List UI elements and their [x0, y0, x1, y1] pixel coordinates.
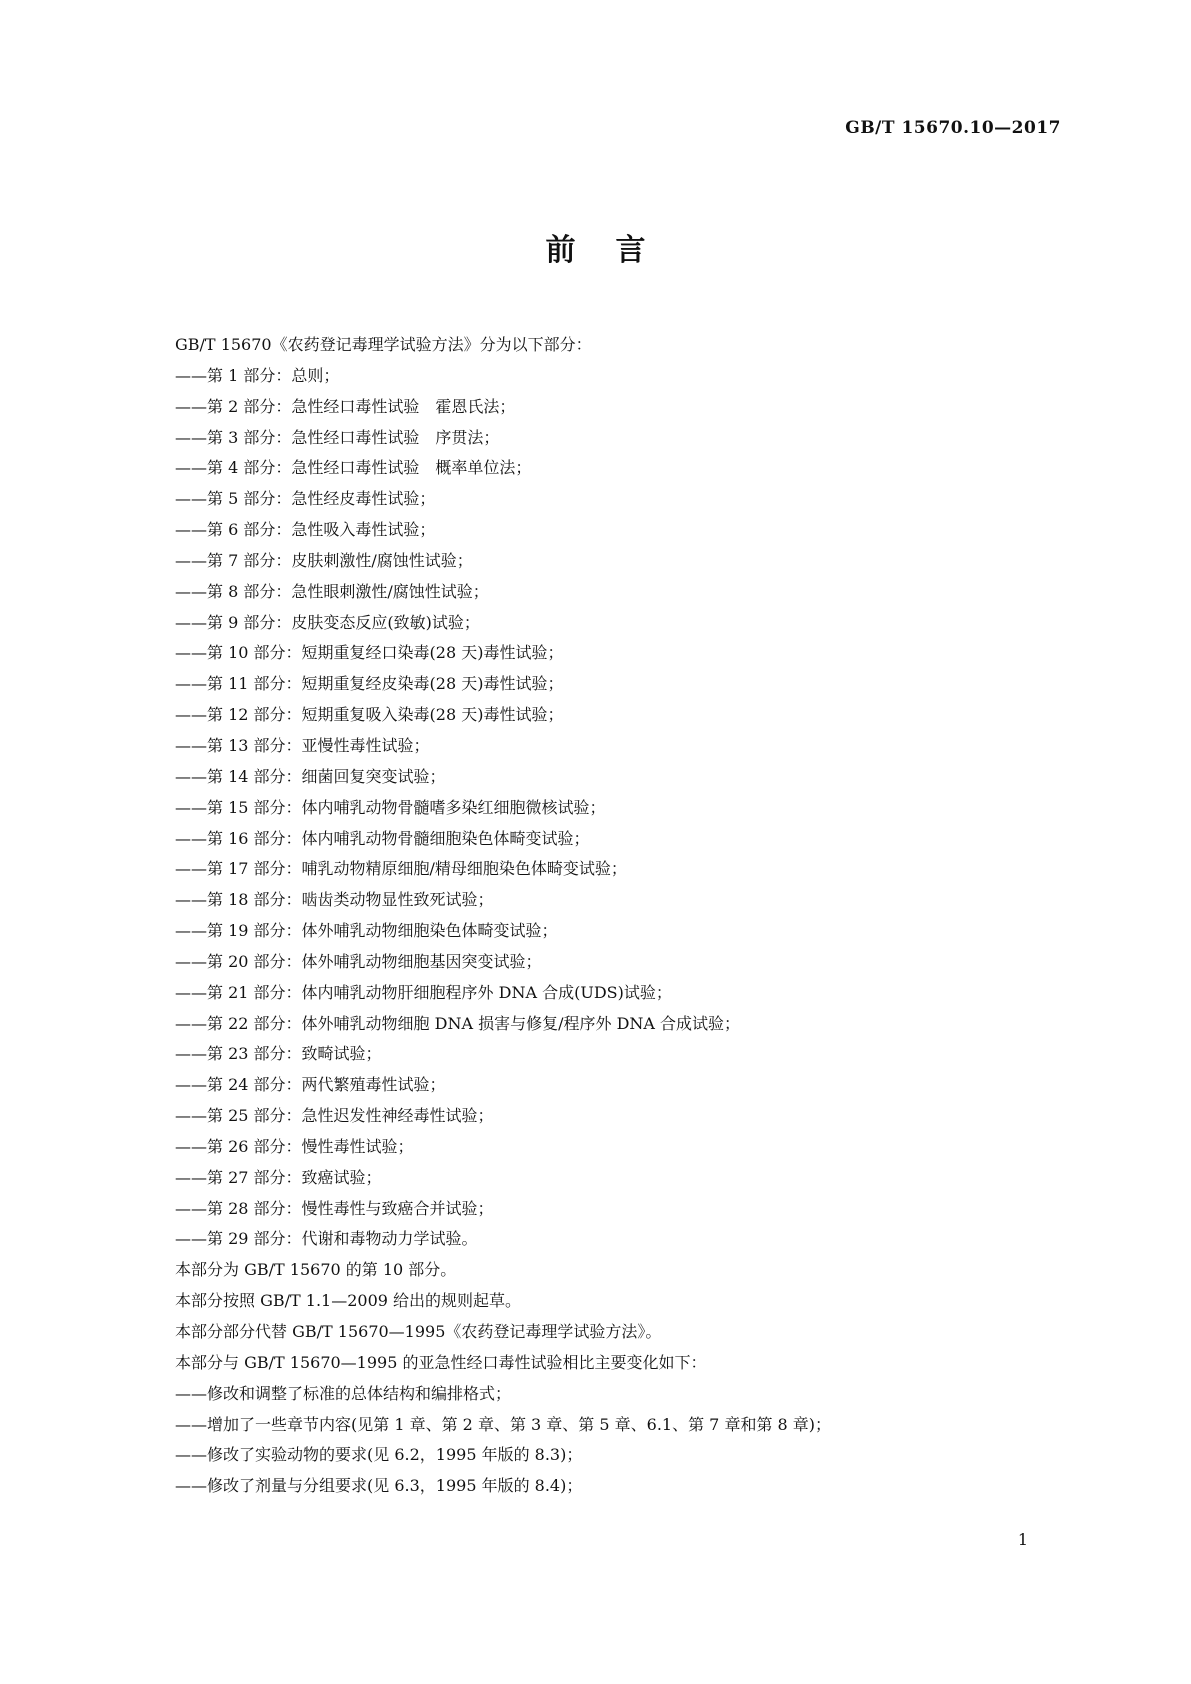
parts-list [175, 361, 1075, 1255]
list-item: ——第 26 部分：慢性毒性试验； [175, 1136, 414, 1156]
statement-paragraph: 本部分按照 GB/T 1.1—2009 给出的规则起草。 [175, 1291, 522, 1311]
list-item: ——第 3 部分：急性经口毒性试验 序贯法； [175, 427, 500, 447]
list-item: ——第 27 部分：致癌试验； [175, 1167, 382, 1187]
changes-list [175, 1379, 1075, 1502]
list-item: ——第 20 部分：体外哺乳动物细胞基因突变试验； [175, 951, 542, 971]
list-item: ——第 13 部分：亚慢性毒性试验； [175, 735, 430, 755]
page-number: 1 [1017, 1530, 1028, 1549]
list-item: ——第 17 部分：哺乳动物精原细胞/精母细胞染色体畸变试验； [175, 859, 627, 879]
statement-paragraph: 本部分为 GB/T 15670 的第 10 部分。 [175, 1260, 457, 1280]
list-item: ——第 25 部分：急性迟发性神经毒性试验； [175, 1106, 494, 1126]
list-item: ——第 28 部分：慢性毒性与致癌合并试验； [175, 1198, 494, 1218]
list-item: ——第 14 部分：细菌回复突变试验； [175, 766, 446, 786]
list-item: ——增加了一些章节内容(见第 1 章、第 2 章、第 3 章、第 5 章、6.1、第 7 章和第 8 章)； [175, 1414, 832, 1434]
list-item: ——第 29 部分：代谢和毒物动力学试验。 [175, 1229, 478, 1249]
list-item: ——第 15 部分：体内哺乳动物骨髓嗜多染红细胞微核试验； [175, 797, 606, 817]
intro-paragraph: GB/T 15670《农药登记毒理学试验方法》分为以下部分： [175, 335, 592, 354]
standard-code-header: GB/T 15670.10—2017 [845, 118, 1061, 138]
list-item: ——第 16 部分：体内哺乳动物骨髓细胞染色体畸变试验； [175, 828, 590, 848]
page-title: 前言 [545, 233, 686, 268]
list-item: ——第 11 部分：短期重复经皮染毒(28 天)毒性试验； [175, 674, 564, 694]
list-item: ——第 9 部分：皮肤变态反应(致敏)试验； [175, 612, 480, 632]
list-item: ——第 19 部分：体外哺乳动物细胞染色体畸变试验； [175, 921, 558, 941]
list-item: ——第 18 部分：啮齿类动物显性致死试验； [175, 890, 494, 910]
list-item: ——第 24 部分：两代繁殖毒性试验； [175, 1075, 446, 1095]
list-item: ——第 12 部分：短期重复吸入染毒(28 天)毒性试验； [175, 705, 564, 725]
statement-paragraph: 本部分与 GB/T 15670—1995 的亚急性经口毒性试验相比主要变化如下： [175, 1352, 707, 1372]
list-item: ——修改了实验动物的要求(见 6.2，1995 年版的 8.3)； [175, 1445, 583, 1465]
list-item: ——第 21 部分：体内哺乳动物肝细胞程序外 DNA 合成(UDS)试验； [175, 982, 672, 1002]
list-item: ——第 2 部分：急性经口毒性试验 霍恩氏法； [175, 396, 516, 416]
document-body [175, 330, 1075, 1502]
list-item: ——第 5 部分：急性经皮毒性试验； [175, 489, 436, 509]
list-item: ——第 4 部分：急性经口毒性试验 概率单位法； [175, 458, 532, 478]
list-item: ——第 7 部分：皮肤刺激性/腐蚀性试验； [175, 550, 473, 570]
list-item: ——第 22 部分：体外哺乳动物细胞 DNA 损害与修复/程序外 DNA 合成试验； [175, 1013, 741, 1033]
list-item: ——第 23 部分：致畸试验； [175, 1044, 382, 1064]
list-item: ——第 1 部分：总则； [175, 365, 340, 385]
list-item: ——第 10 部分：短期重复经口染毒(28 天)毒性试验； [175, 643, 564, 663]
list-item: ——修改了剂量与分组要求(见 6.3，1995 年版的 8.4)； [175, 1476, 583, 1496]
statement-paragraph: 本部分部分代替 GB/T 15670—1995《农药登记毒理学试验方法》。 [175, 1322, 662, 1341]
list-item: ——第 8 部分：急性眼刺激性/腐蚀性试验； [175, 581, 489, 601]
list-item: ——第 6 部分：急性吸入毒性试验； [175, 520, 436, 540]
list-item: ——修改和调整了标准的总体结构和编排格式； [175, 1383, 512, 1403]
